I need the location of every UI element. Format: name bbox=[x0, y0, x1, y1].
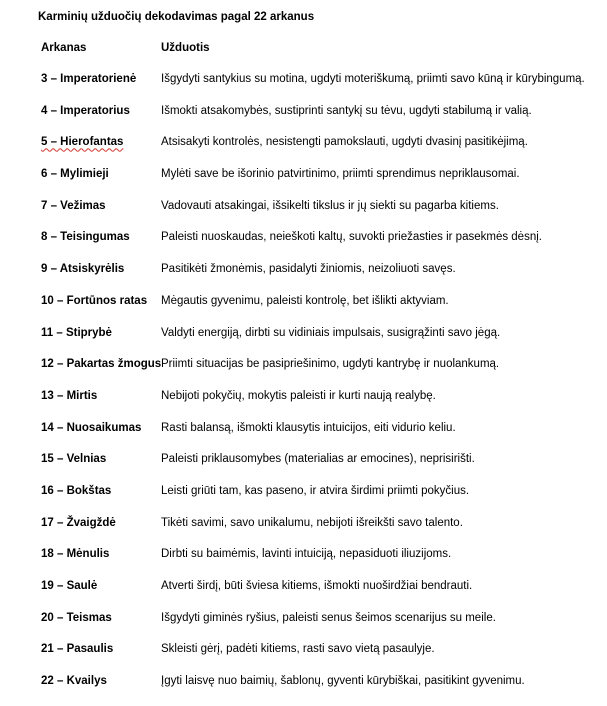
column-header-arcana: Arkanas bbox=[41, 42, 87, 54]
column-header-task: Užduotis bbox=[161, 42, 210, 54]
arcana-cell bbox=[41, 263, 124, 275]
arcana-label: 3 – Imperatorienė bbox=[41, 73, 137, 85]
table-row bbox=[0, 224, 607, 256]
arcana-cell bbox=[41, 200, 106, 212]
table-row bbox=[0, 129, 607, 161]
task-cell: Valdyti energiją, dirbti su vidiniais impulsais, susigrąžinti savo jėgą. bbox=[161, 326, 501, 339]
table-row bbox=[0, 320, 607, 352]
arcana-label: 15 – Velnias bbox=[41, 453, 107, 466]
table-row bbox=[0, 288, 607, 320]
arcana-cell bbox=[41, 231, 130, 243]
arcana-cell bbox=[41, 327, 112, 339]
task-cell: Leisti griūti tam, kas paseno, ir atvira širdimi priimti pokyčius. bbox=[161, 484, 470, 497]
table-row bbox=[0, 193, 607, 225]
arcana-label: 13 – Mirtis bbox=[41, 389, 98, 402]
arcana-cell bbox=[41, 580, 97, 592]
arcana-label: 4 – Imperatorius bbox=[41, 104, 130, 117]
task-cell: Mėgautis gyvenimu, paleisti kontrolę, bet išlikti aktyviam. bbox=[161, 294, 449, 307]
arcana-label: 10 – Fortūnos ratas bbox=[41, 294, 148, 307]
task-cell: Atsisakyti kontrolės, nesistengti pamokslauti, ugdyti dvasinį pasitikėjimą. bbox=[161, 136, 528, 149]
task-cell: Tikėti savimi, savo unikalumu, nebijoti išreikšti savo talento. bbox=[161, 516, 463, 529]
document-title: Karminių užduočių dekodavimas pagal 22 arkanus bbox=[38, 11, 315, 23]
arcana-label: 7 – Vežimas bbox=[41, 199, 106, 212]
arcana-label: 18 – Mėnulis bbox=[41, 548, 110, 561]
table-row bbox=[0, 161, 607, 193]
arcana-label: 5 – Hierofantas bbox=[41, 136, 124, 149]
arcana-cell bbox=[41, 168, 109, 180]
task-cell: Atverti širdį, būti šviesa kitiems, išmokti nuoširdžiai bendrauti. bbox=[161, 580, 473, 592]
arcana-cell bbox=[41, 517, 116, 529]
arcana-cell bbox=[41, 422, 141, 434]
task-cell: Vadovauti atsakingai, išsikelti tikslus ir jų siekti su pagarba kitiems. bbox=[161, 199, 499, 212]
arcana-cell bbox=[41, 485, 111, 497]
task-cell: Priimti situacijas be pasipriešinimo, ugdyti kantrybę ir nuolankumą. bbox=[161, 358, 500, 371]
task-cell: Skleisti gėrį, padėti kitiems, rasti savo vietą pasaulyje. bbox=[161, 643, 435, 656]
arcana-cell bbox=[41, 295, 147, 307]
table-row bbox=[0, 668, 607, 700]
task-cell: Išgydyti santykius su motina, ugdyti moteriškumą, priimti savo kūną ir kūrybingumą. bbox=[161, 73, 585, 85]
task-cell: Nebijoti pokyčių, mokytis paleisti ir kurti naują realybę. bbox=[161, 389, 436, 402]
arcana-cell bbox=[41, 358, 161, 370]
arcana-label: 17 – Žvaigždė bbox=[41, 516, 116, 529]
task-cell: Dirbti su baimėmis, lavinti intuiciją, nepasiduoti iliuzijoms. bbox=[161, 548, 452, 561]
arcana-label: 11 – Stiprybė bbox=[41, 326, 112, 339]
table-row bbox=[0, 256, 607, 288]
arcana-label: 8 – Teisingumas bbox=[41, 231, 130, 244]
task-cell: Rasti balansą, išmokti klausytis intuicijos, eiti vidurio keliu. bbox=[161, 421, 456, 434]
arcana-cell bbox=[41, 675, 107, 687]
table-row bbox=[0, 383, 607, 415]
arcana-cell bbox=[41, 390, 97, 402]
arcana-label: 22 – Kvailys bbox=[41, 675, 107, 688]
arcana-cell bbox=[41, 105, 130, 117]
table-row bbox=[0, 636, 607, 668]
task-cell: Išgydyti giminės ryšius, paleisti senus šeimos scenarijus su meile. bbox=[161, 611, 496, 624]
arcana-cell bbox=[41, 612, 112, 624]
table-row bbox=[0, 573, 607, 605]
table-row bbox=[0, 446, 607, 478]
arcana-cell bbox=[41, 453, 106, 465]
arcana-cell bbox=[41, 73, 136, 85]
arcana-table bbox=[0, 66, 607, 700]
arcana-label: 9 – Atsiskyrėlis bbox=[41, 263, 125, 276]
arcana-label: 19 – Saulė bbox=[41, 580, 98, 592]
table-row bbox=[0, 605, 607, 637]
arcana-label: 12 – Pakartas žmogus bbox=[41, 358, 162, 371]
task-cell: Paleisti nuoskaudas, neieškoti kaltų, suvokti priežasties ir pasekmės dėsnį. bbox=[161, 231, 542, 244]
table-row bbox=[0, 541, 607, 573]
task-cell: Įgyti laisvę nuo baimių, šablonų, gyventi kūrybiškai, pasitikint gyvenimu. bbox=[161, 675, 525, 688]
table-row bbox=[0, 66, 607, 98]
arcana-label: 6 – Mylimieji bbox=[41, 168, 109, 181]
arcana-cell bbox=[41, 136, 123, 148]
arcana-label: 14 – Nuosaikumas bbox=[41, 421, 142, 434]
table-row bbox=[0, 415, 607, 447]
task-cell: Paleisti priklausomybes (materialias ar emocines), neprisirišti. bbox=[161, 453, 475, 466]
arcana-label: 21 – Pasaulis bbox=[41, 643, 114, 656]
task-cell: Pasitikėti žmonėmis, pasidalyti žiniomis, neizoliuoti savęs. bbox=[161, 263, 456, 276]
arcana-label: 16 – Bokštas bbox=[41, 484, 112, 497]
task-cell: Išmokti atsakomybės, sustiprinti santykį su tėvu, ugdyti stabilumą ir valią. bbox=[161, 104, 532, 117]
arcana-label: 20 – Teismas bbox=[41, 611, 112, 624]
task-cell: Mylėti save be išorinio patvirtinimo, priimti sprendimus nepriklausomai. bbox=[161, 168, 520, 181]
table-row bbox=[0, 478, 607, 510]
table-row bbox=[0, 510, 607, 542]
arcana-cell bbox=[41, 643, 113, 655]
table-row bbox=[0, 98, 607, 130]
arcana-cell bbox=[41, 548, 109, 560]
table-row bbox=[0, 351, 607, 383]
